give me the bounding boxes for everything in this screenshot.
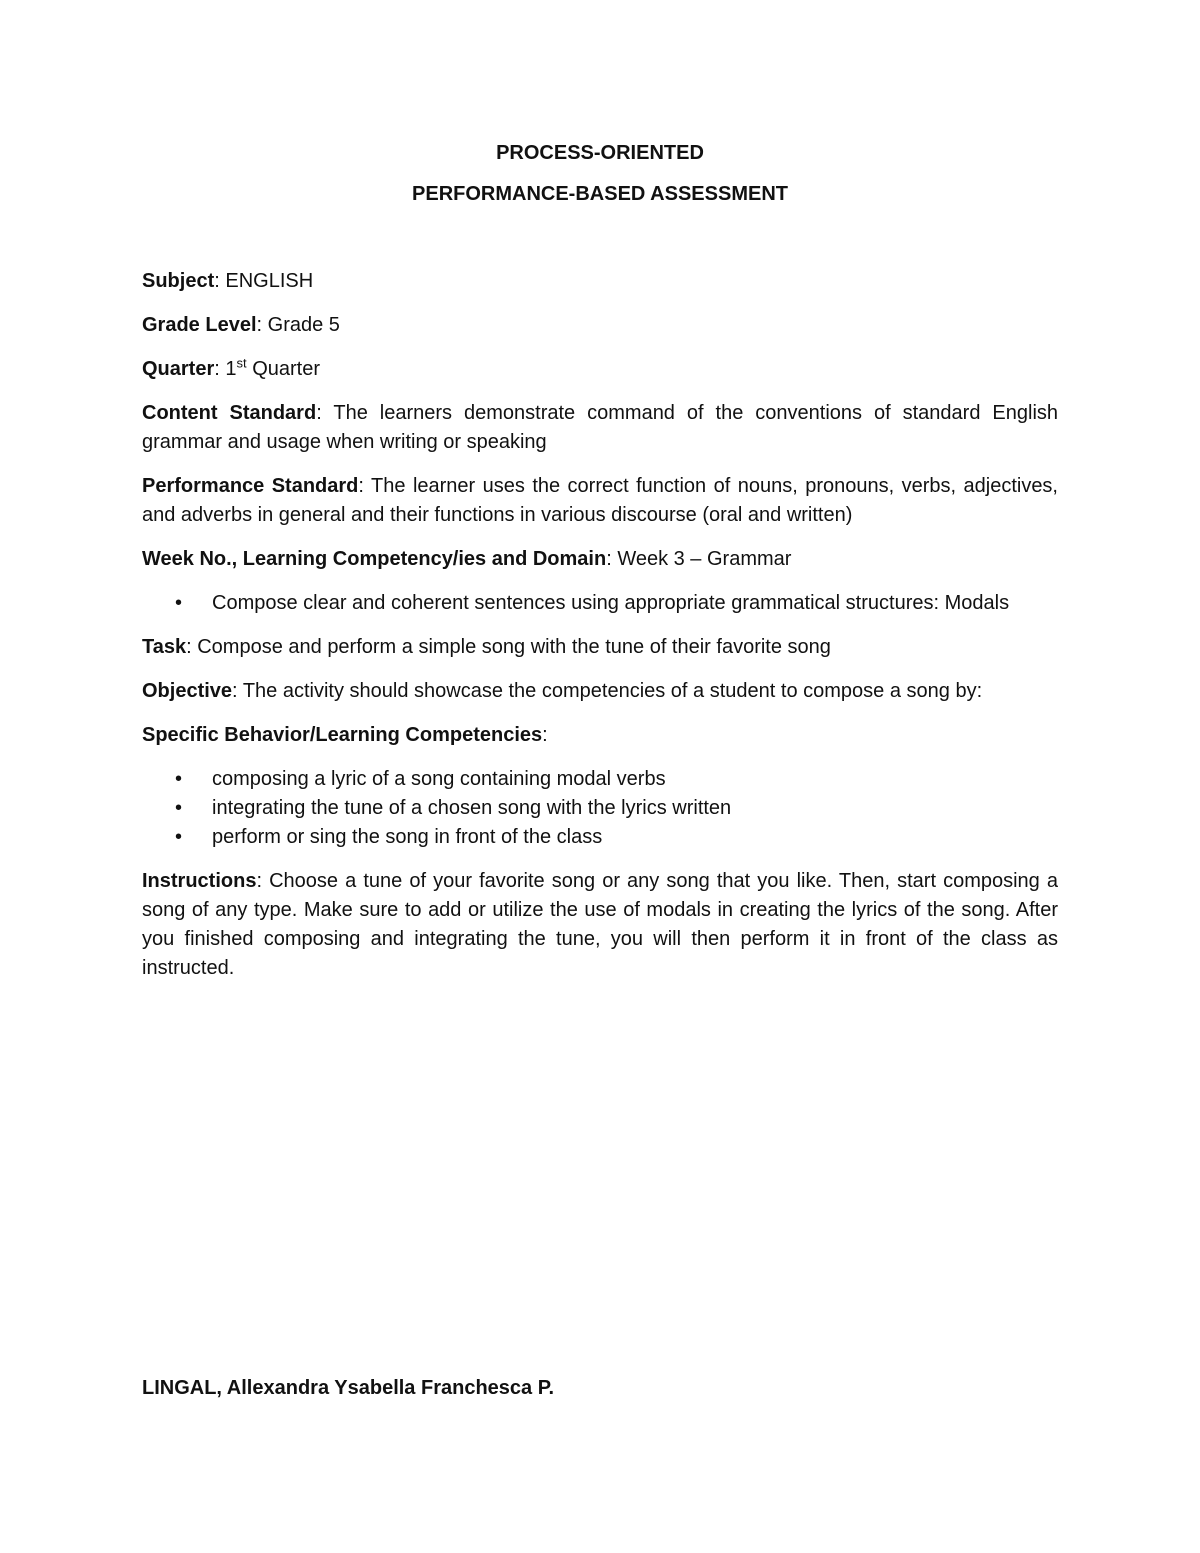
- grade-level-label: Grade Level: [142, 314, 257, 336]
- colon: :: [214, 270, 220, 292]
- list-item-text: composing a lyric of a song containing modal verbs: [212, 768, 666, 790]
- colon: :: [542, 724, 548, 746]
- quarter-field: [142, 355, 1058, 384]
- specific-competencies-list: [142, 765, 1058, 852]
- list-item-text: perform or sing the song in front of the class: [212, 826, 603, 848]
- objective-label: Objective: [142, 680, 233, 702]
- colon: :: [316, 402, 322, 424]
- content-standard-field: [142, 399, 1058, 457]
- list-item-text: integrating the tune of a chosen song with the lyrics written: [212, 797, 732, 819]
- colon: :: [606, 548, 612, 570]
- document-title-line-1: PROCESS-ORIENTED: [496, 142, 704, 164]
- grade-level-field: [142, 311, 1058, 340]
- week-label: Week No., Learning Competency/ies and Domain: [142, 548, 607, 570]
- list-item: [142, 589, 1058, 618]
- instructions-label: Instructions: [142, 870, 257, 892]
- performance-standard-value: The learner uses the correct function of nouns, pronouns, verbs, adjectives, and adverbs in general and their functions in various discourse (oral and written): [142, 475, 1058, 526]
- colon: :: [358, 475, 364, 497]
- week-value: Week 3 – Grammar: [617, 548, 792, 570]
- colon: :: [256, 870, 263, 892]
- instructions-field: [142, 867, 1058, 983]
- task-value: Compose and perform a simple song with the tune of their favorite song: [197, 636, 831, 658]
- task-field: [142, 633, 1058, 662]
- specific-competencies-field: [142, 721, 1058, 750]
- performance-standard-label: Performance Standard: [142, 475, 359, 497]
- list-item: [142, 794, 1058, 823]
- task-label: Task: [142, 636, 187, 658]
- list-item: [142, 823, 1058, 852]
- week-field: [142, 545, 1058, 574]
- quarter-ordinal-suffix: st: [236, 355, 247, 371]
- bullet-icon: •: [175, 826, 183, 848]
- performance-standard-field: [142, 472, 1058, 530]
- objective-field: [142, 677, 1058, 706]
- colon: :: [186, 636, 192, 658]
- subject-field: [142, 267, 1058, 296]
- quarter-label: Quarter: [142, 358, 215, 380]
- colon: :: [232, 680, 238, 702]
- list-item-text: Compose clear and coherent sentences using appropriate grammatical structures: Modals: [212, 592, 1010, 614]
- list-item: [142, 765, 1058, 794]
- specific-competencies-label: Specific Behavior/Learning Competencies: [142, 724, 543, 746]
- grade-level-value: Grade 5: [267, 314, 340, 336]
- colon: :: [214, 358, 220, 380]
- document-body: [142, 267, 1058, 998]
- author-signature-line: LINGAL, Allexandra Ysabella Franchesca P.: [142, 1377, 555, 1399]
- document-title-line-2: PERFORMANCE-BASED ASSESSMENT: [412, 183, 788, 205]
- objective-value: The activity should showcase the competencies of a student to compose a song by:: [242, 680, 983, 702]
- week-bullet-list: [142, 589, 1058, 618]
- instructions-value: Choose a tune of your favorite song or any song that you like. Then, start composing a song of any type. Make sure to add or utilize the use of modals in creating the lyrics of the song. After you finished composing and integrating the tune, you will then perform it in front of the class as instructed.: [142, 870, 1058, 979]
- subject-label: Subject: [142, 270, 215, 292]
- content-standard-value: The learners demonstrate command of the conventions of standard English grammar and usage when writing or speaking: [142, 402, 1059, 453]
- subject-value: ENGLISH: [225, 270, 314, 292]
- bullet-icon: •: [175, 797, 183, 819]
- quarter-value: Quarter: [252, 358, 320, 380]
- bullet-icon: •: [175, 592, 183, 614]
- quarter-number: 1: [225, 358, 237, 380]
- colon: :: [256, 314, 263, 336]
- bullet-icon: •: [175, 768, 183, 790]
- content-standard-label: Content Standard: [142, 402, 317, 424]
